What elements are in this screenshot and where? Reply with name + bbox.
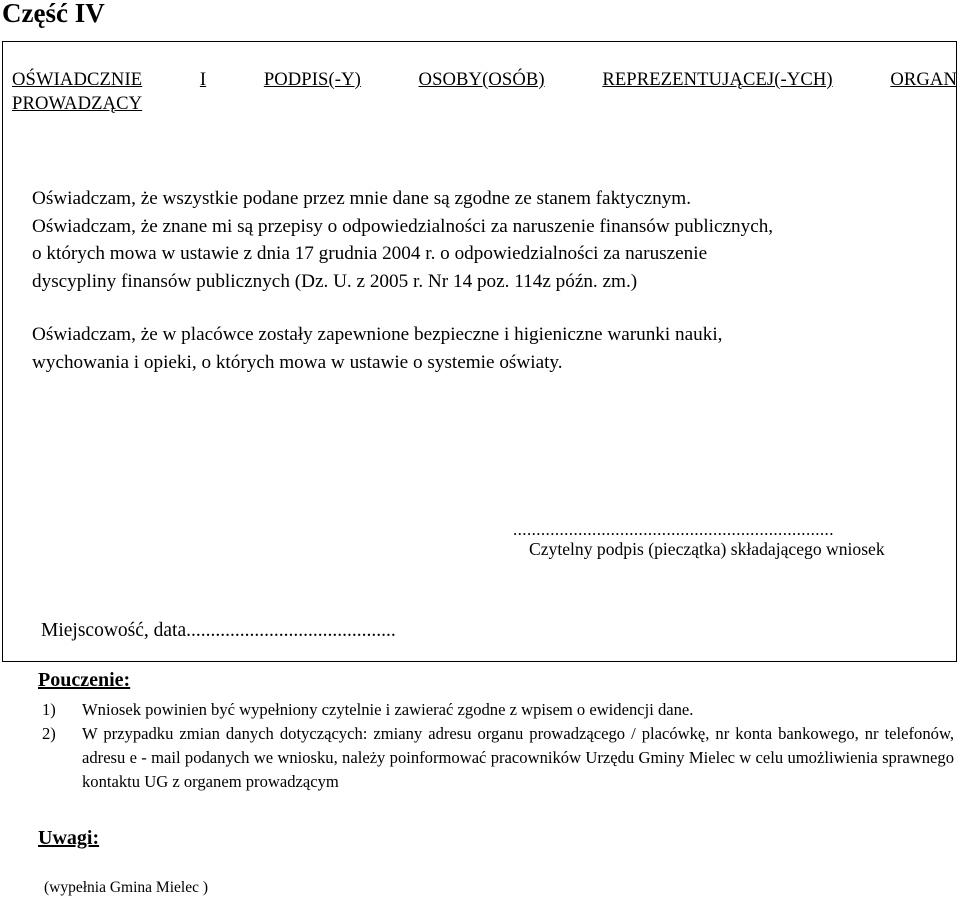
declaration-paragraph-2 [32,321,952,376]
list-item-text: Wniosek powinien być wypełniony czytelnie i zawierać zgodne z wpisem o ewidencji dane. [82,700,694,719]
instructions-heading: Pouczenie: [38,669,131,691]
instructions-list [42,698,954,794]
list-item [42,698,954,722]
list-item-text: W przypadku zmian danych dotyczących: zmiany adresu organu prowadzącego / placówkę, nr konta bankowego, nr telefonów, adresu e - mail podanych we wniosku, należy poinformować pracowników Urzędu Gminy Mielec w celu umożliwienia sprawnego kontaktu UG z organem prowadzącym [82,724,954,791]
paragraph-line: wychowania i opieki, o których mowa w ustawie o systemie oświaty. [32,351,563,373]
list-item-number: 1) [42,700,56,719]
remarks-heading: Uwagi: [38,827,100,849]
paragraph-line: Oświadczam, że w placówce zostały zapewnione bezpieczne i higieniczne warunki nauki, [32,324,723,345]
declaration-heading-line2: PROWADZĄCY [12,93,143,114]
section-title: Część IV [2,0,105,28]
paragraph-line: Oświadczam, że znane mi są przepisy o odpowiedzialności za naruszenie finansów publicznych, [32,215,774,237]
place-date-field[interactable]: Miejscowość, data........................................... [41,620,396,641]
paragraph-line: o których mowa w ustawie z dnia 17 grudnia 2004 r. o odpowiedzialności za naruszenie [32,243,708,264]
heading-word: OŚWIADCZNIE [12,69,143,90]
heading-word: OSOBY(OSÓB) [418,69,545,90]
declaration-heading [12,68,957,116]
list-item-number: 2) [42,724,56,743]
signature-line[interactable]: ..................................................................... [513,520,834,539]
paragraph-line: Oświadczam, że wszystkie podane przez mnie dane są zgodne ze stanem faktycznym. [32,188,692,209]
list-item [42,722,954,794]
declaration-box [2,41,957,662]
declaration-heading-line1 [12,68,957,92]
heading-word: I [199,69,207,90]
signature-label: Czytelny podpis (pieczątka) składającego wniosek [529,539,885,559]
heading-word: ORGAN [890,69,957,90]
heading-word: REPREZENTUJĄCEJ(-YCH) [602,69,833,90]
declaration-paragraph-1 [32,185,952,295]
paragraph-line: dyscypliny finansów publicznych (Dz. U. z 2005 r. Nr 14 poz. 114z późn. zm.) [32,270,638,292]
remarks-note: (wypełnia Gmina Mielec ) [44,879,208,896]
heading-word: PODPIS(-Y) [263,69,361,90]
